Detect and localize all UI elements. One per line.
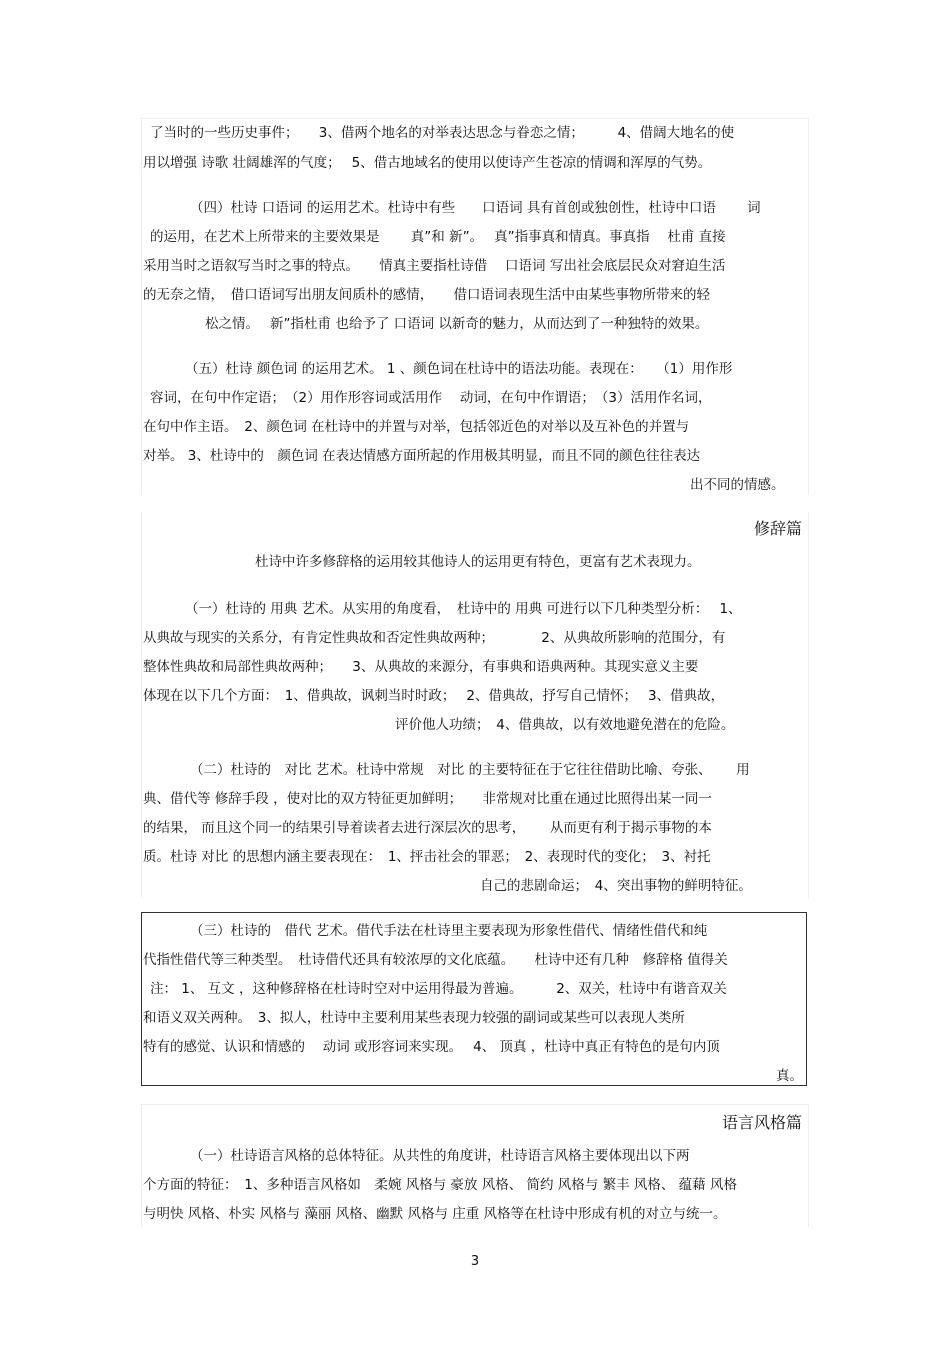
text-line: （一）杜诗的 用典 艺术。从实用的角度看， 杜诗中的 用典 可进行以下几种类型分析： 1、 xyxy=(185,601,742,617)
text-line: 的结果， 而且这个同一的结果引导着读者去进行深层次的思考， 从而更有利于揭示事物的本 xyxy=(143,820,712,836)
page-number: 3 xyxy=(470,1254,480,1269)
text-line: 注： 1、 互文 ，这种修辞格在杜诗时空对中运用得最为普遍。 2、双关，杜诗中有谐音双关 xyxy=(150,981,727,997)
text-line: 体现在以下几个方面： 1、借典故，讽刺当时时政； 2、借典故，抒写自己情怀； 3、借典故， xyxy=(143,688,725,704)
text-line: 从典故与现实的关系分，有肯定性典故和否定性典故两种； 2、从典故所影响的范围分，有 xyxy=(143,630,726,646)
text-line: 质。杜诗 对比 的思想内涵主要表现在： 1、抨击社会的罪恶； 2、表现时代的变化； 3、衬托 xyxy=(143,849,711,865)
section-intro: 杜诗中许多修辞格的运用较其他诗人的运用更有特色，更富有艺术表现力。 xyxy=(255,554,701,570)
text-line: 的运用，在艺术上所带来的主要效果是 真”和 新”。 真”指事真和情真。事真指 杜甫 直接 xyxy=(150,229,726,245)
text-line: （四）杜诗 口语词 的运用艺术。杜诗中有些 口语词 具有首创或独创性，杜诗中口语 词 xyxy=(190,200,761,216)
text-line: 个方面的特征： 1、多种语言风格如 柔婉 风格与 豪放 风格、 简约 风格与 繁丰 风格、 蕴藉 风格 xyxy=(143,1177,737,1193)
text-line: 松之情。 新”指杜甫 也给予了 口语词 以新奇的魅力，从而达到了一种独特的效果。 xyxy=(205,316,709,332)
text-line: （一）杜诗语言风格的总体特征。从共性的角度讲，杜诗语言风格主要体现出以下两 xyxy=(190,1148,690,1164)
text-line: （二）杜诗的 对比 艺术。杜诗中常规 对比 的主要特征在于它往往借助比喻、夸张、 用 xyxy=(190,762,750,778)
text-line: 自己的悲剧命运； 4、突出事物的鲜明特征。 xyxy=(480,878,752,894)
text-line: 典、借代等 修辞手段 ，使对比的双方特征更加鲜明； 非常规对比重在通过比照得出某一同一 xyxy=(143,791,712,807)
text-line: 代指性借代等三种类型。 杜诗借代还具有较浓厚的文化底蕴。 杜诗中还有几种 修辞格 值得关 xyxy=(143,952,728,968)
text-line: 在句中作主语。 2、颜色词 在杜诗中的并置与对举，包括邻近色的对举以及互补色的并置与 xyxy=(143,419,690,435)
text-line: 容词，在句中作定语； （2）用作形容词或活用作 动词，在句中作谓语； （3）活用作名词， xyxy=(150,390,712,406)
section-heading-language-style: 语言风格篇 xyxy=(721,1113,802,1132)
text-line: 与明快 风格、朴实 风格与 藻丽 风格、幽默 风格与 庄重 风格等在杜诗中形成有机的对立与统一。 xyxy=(143,1206,727,1222)
text-line: 和语义双关两种。 3、拟人，杜诗中主要利用某些表现力较强的副词或某些可以表现人类所 xyxy=(143,1010,685,1026)
section-heading-rhetoric: 修辞篇 xyxy=(753,519,802,538)
text-line: 评价他人功绩； 4、借典故，以有效地避免潜在的危险。 xyxy=(395,717,735,733)
section-frame-1 xyxy=(141,118,809,495)
text-line: （五）杜诗 颜色词 的运用艺术。 1 、颜色词在杜诗中的语法功能。表现在： （1）用作形 xyxy=(185,361,733,377)
text-line: 整体性典故和局部性典故两种； 3、从典故的来源分，有事典和语典两种。其现实意义主要 xyxy=(143,659,699,675)
text-line: 出不同的情感。 xyxy=(690,477,785,493)
text-line: 的无奈之情， 借口语词写出朋友间质朴的感情， 借口语词表现生活中由某些事物所带来的轻 xyxy=(143,287,710,303)
text-line: 对举。 3、杜诗中的 颜色词 在表达情感方面所起的作用极其明显，而且不同的颜色往往表达 xyxy=(143,448,701,464)
text-line: （三）杜诗的 借代 艺术。借代手法在杜诗里主要表现为形象性借代、情绪性借代和纯 xyxy=(190,923,708,939)
text-line: 特有的感觉、认识和情感的 动词 或形容词来实现。 4、 顶真 ，杜诗中真正有特色的是句内顶 xyxy=(143,1039,720,1055)
text-line: 真。 xyxy=(776,1068,803,1084)
text-line: 采用当时之语叙写当时之事的特点。 情真主要指杜诗借 口语词 写出社会底层民众对窘迫生活 xyxy=(143,258,726,274)
text-line: 了当时的一些历史事件； 3、借两个地名的对举表达思念与眷恋之情； 4、借阔大地名的使 xyxy=(150,125,735,141)
text-line: 用以增强 诗歌 壮阔雄浑的气度； 5、借古地域名的使用以使诗产生苍凉的情调和浑厚的气势。 xyxy=(143,155,712,171)
